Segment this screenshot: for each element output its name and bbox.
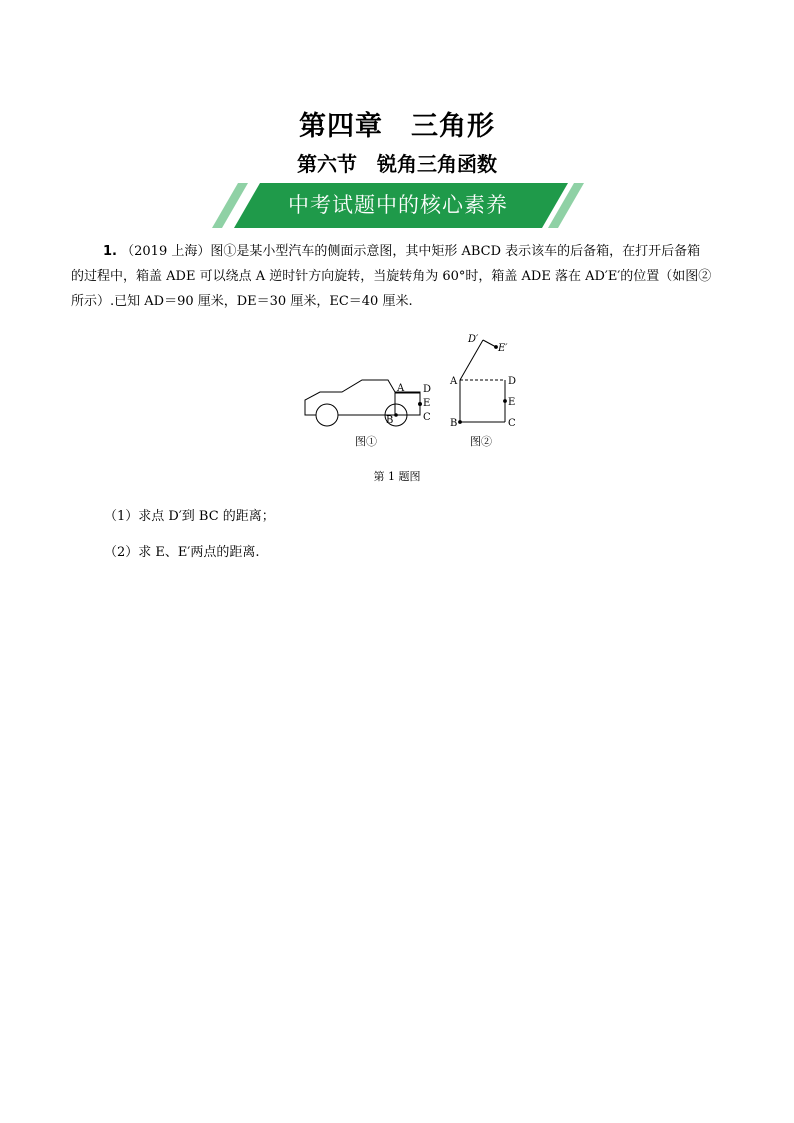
- fig2-label-e: E: [508, 397, 516, 408]
- fig1-caption: 图①: [355, 435, 377, 448]
- chapter-title: 第四章 三角形: [299, 111, 495, 142]
- fig2-label-d-prime: D′: [468, 334, 479, 345]
- problem-number: 1.: [103, 244, 117, 259]
- figure-caption: 第 1 题图: [373, 470, 421, 483]
- fig2-label-e-prime: E′: [498, 343, 508, 354]
- fig2-label-d: D: [508, 376, 517, 387]
- problem-figure: [300, 330, 530, 455]
- sub-question-2: （2）求 E、E′两点的距离.: [104, 545, 260, 560]
- fig2-label-c: C: [508, 418, 516, 429]
- problem-line-2: 的过程中，箱盖 ADE 可以绕点 A 逆时针方向旋转，当旋转角为 60°时，箱盖 ADE 落在 AD′E′的位置（如图②: [71, 269, 712, 284]
- problem-line-3: 所示）.已知 AD＝90 厘米，DE＝30 厘米，EC＝40 厘米.: [71, 294, 413, 309]
- fig1-label-d: D: [423, 384, 432, 395]
- fig1-label-b: B: [386, 415, 394, 426]
- fig2-label-b: B: [450, 418, 458, 429]
- fig1-label-a: A: [397, 383, 405, 394]
- sub-question-1: （1）求点 D′到 BC 的距离；: [104, 509, 275, 524]
- banner-text: 中考试题中的核心素养: [288, 193, 508, 217]
- fig1-label-c: C: [423, 412, 431, 423]
- figure-drawing: [300, 330, 530, 455]
- section-banner: [212, 183, 584, 228]
- fig1-label-e: E: [423, 398, 431, 409]
- problem-text: [71, 239, 731, 314]
- fig2-label-a: A: [450, 376, 458, 387]
- section-title: 第六节 锐角三角函数: [297, 152, 497, 176]
- problem-line-1: 1. （2019 上海）图①是某小型汽车的侧面示意图，其中矩形 ABCD 表示该车的后备箱，在打开后备箱: [103, 244, 701, 259]
- fig2-caption: 图②: [470, 435, 492, 448]
